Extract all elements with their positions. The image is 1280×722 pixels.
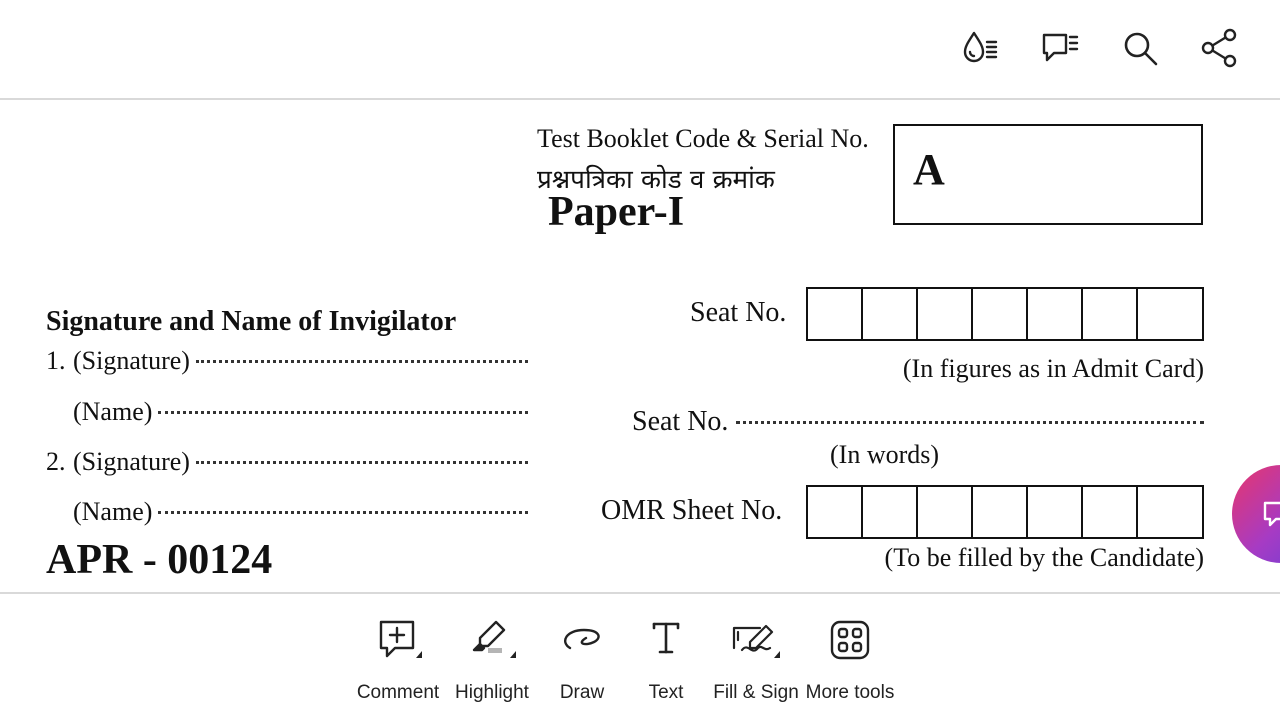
invigilator-1-signature-line [46, 346, 528, 376]
booklet-code-value: A [913, 145, 945, 194]
seat-no-words-line [632, 406, 1204, 438]
name-label: (Name) [73, 397, 153, 426]
text-tool[interactable] [618, 618, 714, 710]
digit-box [1083, 487, 1138, 537]
digit-box [863, 289, 918, 339]
invigilator-2-name-line [73, 497, 528, 527]
digit-box [973, 487, 1028, 537]
digit-box [1028, 289, 1083, 339]
highlight-icon [466, 618, 518, 666]
comments-list-icon[interactable] [1038, 26, 1082, 70]
series-code: APR - 00124 [46, 537, 273, 583]
booklet-code-label: Test Booklet Code & Serial No. [537, 124, 869, 153]
seat-no-label: Seat No. [690, 297, 787, 328]
digit-box [1138, 487, 1193, 537]
digit-box [808, 289, 863, 339]
seat-no-words-label: Seat No. [632, 406, 729, 437]
search-icon[interactable] [1118, 26, 1162, 70]
name-label: (Name) [73, 497, 153, 526]
more-tools-tool[interactable] [802, 618, 898, 710]
tool-label: Highlight [455, 682, 529, 703]
fill-sign-tool[interactable] [708, 618, 804, 710]
share-icon[interactable] [1198, 26, 1242, 70]
digit-box [863, 487, 918, 537]
dotted-line [158, 511, 528, 514]
digit-box [973, 289, 1028, 339]
booklet-code-box [893, 124, 1203, 225]
omr-sheet-label: OMR Sheet No. [601, 495, 783, 526]
signature-label: (Signature) [73, 447, 190, 476]
digit-box [918, 289, 973, 339]
digit-box [1028, 487, 1083, 537]
invigilator-number: 2. [46, 447, 66, 476]
omr-note: (To be filled by the Candidate) [884, 543, 1204, 572]
invigilator-1-name-line [73, 397, 528, 427]
comment-add-icon [372, 618, 424, 666]
tool-label: Draw [559, 682, 605, 703]
paper-title: Paper-I [548, 189, 685, 235]
digit-box [918, 487, 973, 537]
dotted-line [736, 421, 1204, 424]
tool-label: More tools [805, 682, 895, 703]
tool-label: Comment [356, 682, 440, 703]
highlight-tool[interactable] [444, 618, 540, 710]
draw-tool[interactable] [534, 618, 630, 710]
dotted-line [196, 461, 528, 464]
bottom-toolbar [0, 592, 1280, 722]
seat-no-boxes [806, 287, 1204, 341]
digit-box [1138, 289, 1193, 339]
omr-sheet-boxes [806, 485, 1204, 539]
seat-no-note: (In figures as in Admit Card) [902, 354, 1204, 383]
dotted-line [196, 360, 528, 363]
invigilator-number: 1. [46, 346, 66, 375]
text-icon [640, 618, 692, 666]
seat-no-words-note: (In words) [830, 440, 940, 469]
comment-tool[interactable] [350, 618, 446, 710]
draw-icon [556, 618, 608, 666]
digit-box [1083, 289, 1138, 339]
invigilator-heading: Signature and Name of Invigilator [46, 306, 457, 337]
tool-label: Fill & Sign [713, 682, 799, 703]
more-tools-icon [824, 618, 876, 666]
signature-label: (Signature) [73, 346, 190, 375]
booklet-code-hindi-label: प्रश्नपत्रिका कोड व क्रमांक [537, 165, 775, 195]
digit-box [808, 487, 863, 537]
fill-sign-icon [730, 618, 782, 666]
assistant-chat-icon [1262, 499, 1280, 529]
read-aloud-icon[interactable] [958, 26, 1002, 70]
document-page[interactable] [0, 100, 1280, 592]
tool-label: Text [648, 682, 684, 703]
dotted-line [158, 411, 528, 414]
invigilator-2-signature-line [46, 447, 528, 477]
top-toolbar [0, 0, 1280, 100]
